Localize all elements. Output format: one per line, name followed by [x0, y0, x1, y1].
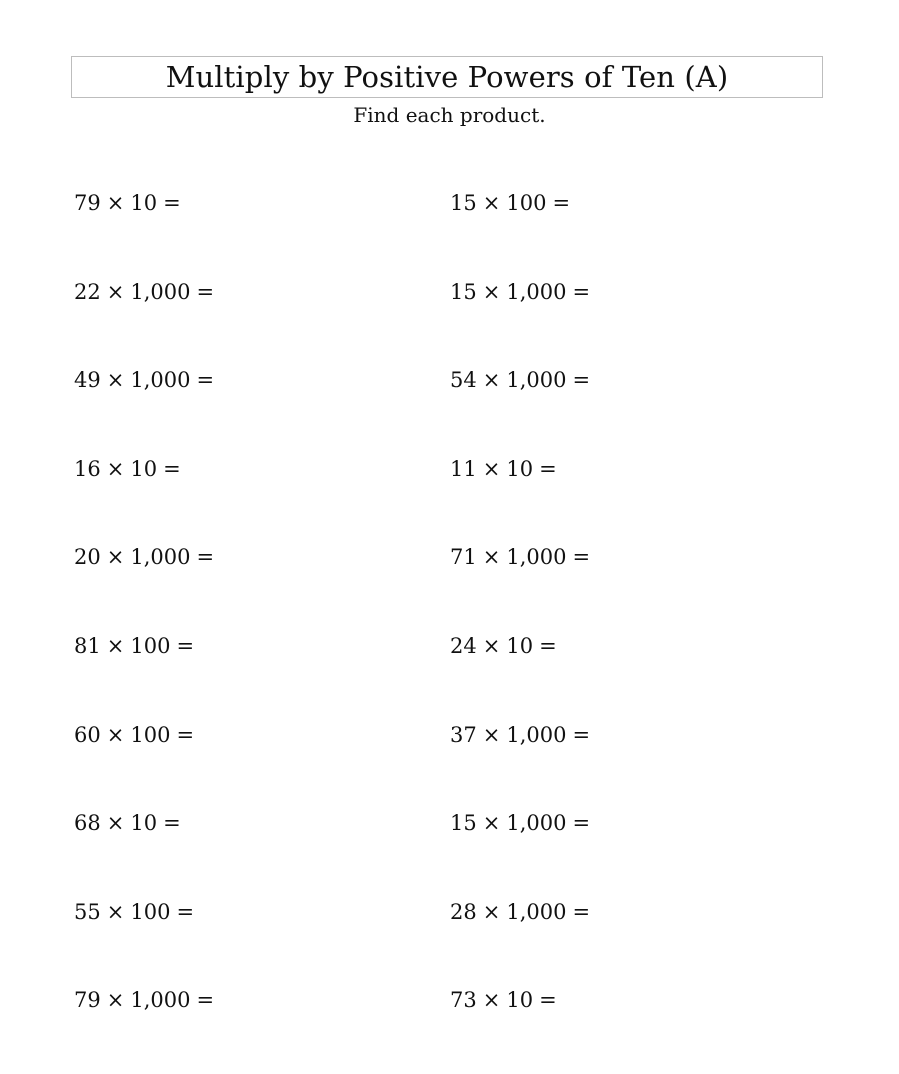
operand-a: 15 [450, 811, 477, 836]
equals-symbol: = [176, 899, 195, 924]
operand-b: 10 [130, 811, 158, 836]
equals-symbol: = [539, 988, 557, 1013]
operand-b: 100 [506, 191, 547, 215]
operand-a: 24 [450, 633, 477, 658]
problem-17 [74, 897, 450, 986]
problem-7 [74, 454, 450, 543]
equals-symbol: = [552, 191, 571, 215]
problem-2 [450, 188, 826, 277]
operand-a: 54 [450, 368, 477, 393]
equals-symbol: = [572, 279, 591, 304]
times-symbol: × [482, 368, 501, 393]
equals-symbol: = [572, 899, 591, 924]
problem-4 [450, 277, 826, 366]
equals-symbol: = [539, 633, 557, 658]
equals-symbol: = [196, 368, 215, 393]
problem-6 [450, 365, 826, 454]
equals-symbol: = [196, 545, 215, 570]
times-symbol: × [106, 633, 125, 658]
equals-symbol: = [176, 722, 195, 747]
operand-b: 1,000 [506, 545, 567, 570]
problem-16 [450, 808, 826, 897]
problem-1 [74, 188, 450, 277]
operand-b: 10 [506, 633, 534, 658]
problem-18 [450, 897, 826, 986]
equals-symbol: = [163, 456, 181, 481]
operand-b: 1,000 [506, 368, 567, 393]
times-symbol: × [482, 811, 501, 836]
operand-a: 60 [74, 722, 101, 747]
operand-a: 79 [74, 191, 101, 215]
operand-a: 55 [74, 899, 101, 924]
problem-3 [74, 277, 450, 366]
operand-b: 1,000 [130, 279, 191, 304]
operand-b: 100 [130, 722, 171, 747]
operand-a: 73 [450, 988, 477, 1013]
instructions: Find each product. [353, 103, 546, 127]
operand-b: 1,000 [130, 988, 191, 1013]
operand-b: 1,000 [130, 368, 191, 393]
times-symbol: × [482, 722, 501, 747]
operand-a: 15 [450, 191, 477, 215]
times-symbol: × [106, 545, 125, 570]
equals-symbol: = [163, 811, 181, 836]
operand-a: 81 [74, 633, 101, 658]
operand-b: 100 [130, 633, 171, 658]
operand-a: 15 [450, 279, 477, 304]
times-symbol: × [106, 279, 125, 304]
operand-b: 1,000 [506, 279, 567, 304]
operand-a: 79 [74, 988, 101, 1013]
equals-symbol: = [572, 722, 591, 747]
problem-13 [74, 720, 450, 809]
problem-14 [450, 720, 826, 809]
operand-b: 100 [130, 899, 171, 924]
operand-b: 1,000 [506, 722, 567, 747]
page-title: Multiply by Positive Powers of Ten (A) [165, 59, 729, 94]
equals-symbol: = [572, 811, 591, 836]
problem-12 [450, 631, 826, 720]
operand-a: 20 [74, 545, 101, 570]
times-symbol: × [106, 368, 125, 393]
problem-20 [450, 985, 826, 1074]
times-symbol: × [106, 899, 125, 924]
times-symbol: × [106, 722, 125, 747]
operand-a: 49 [74, 368, 101, 393]
problem-15 [74, 808, 450, 897]
equals-symbol: = [176, 633, 195, 658]
operand-b: 1,000 [506, 811, 567, 836]
times-symbol: × [482, 279, 501, 304]
times-symbol: × [106, 456, 125, 481]
operand-a: 71 [450, 545, 477, 570]
times-symbol: × [482, 899, 501, 924]
problem-8 [450, 454, 826, 543]
problem-grid [74, 188, 834, 1074]
times-symbol: × [106, 811, 125, 836]
title-box [71, 56, 823, 98]
operand-a: 28 [450, 899, 477, 924]
operand-a: 37 [450, 722, 477, 747]
operand-b: 1,000 [130, 545, 191, 570]
equals-symbol: = [539, 456, 557, 481]
operand-b: 1,000 [506, 899, 567, 924]
problem-19 [74, 985, 450, 1074]
problem-10 [450, 542, 826, 631]
problem-9 [74, 542, 450, 631]
operand-a: 16 [74, 456, 101, 481]
equals-symbol: = [163, 191, 181, 215]
operand-a: 68 [74, 811, 101, 836]
times-symbol: × [106, 988, 125, 1013]
operand-a: 22 [74, 279, 101, 304]
operand-b: 10 [506, 456, 534, 481]
operand-a: 11 [450, 456, 477, 481]
operand-b: 10 [130, 456, 158, 481]
operand-b: 10 [506, 988, 534, 1013]
problem-5 [74, 365, 450, 454]
times-symbol: × [482, 988, 501, 1013]
times-symbol: × [482, 633, 501, 658]
equals-symbol: = [572, 368, 591, 393]
times-symbol: × [482, 545, 501, 570]
operand-b: 10 [130, 191, 158, 215]
times-symbol: × [482, 456, 501, 481]
equals-symbol: = [196, 988, 215, 1013]
times-symbol: × [482, 191, 501, 215]
equals-symbol: = [572, 545, 591, 570]
problem-11 [74, 631, 450, 720]
equals-symbol: = [196, 279, 215, 304]
times-symbol: × [106, 191, 125, 215]
